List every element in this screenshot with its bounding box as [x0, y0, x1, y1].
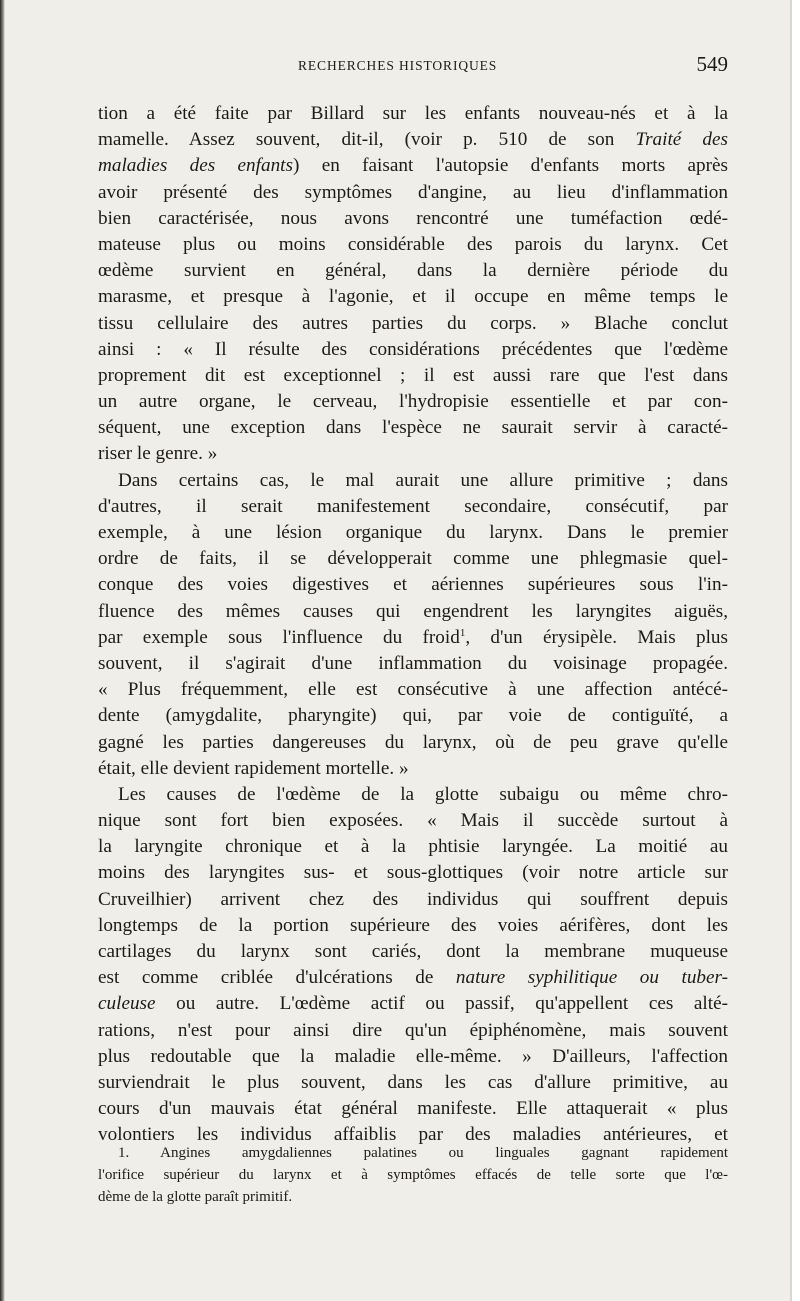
text-line: conque des voies digestives et aériennes supérieures sous l'in- — [98, 574, 728, 596]
text-line: d'autres, il serait manifestement secondaire, consécutif, par — [98, 495, 728, 517]
running-head — [98, 52, 728, 76]
text-line: rations, n'est pour ainsi dire qu'un épiphénomène, mais souvent — [98, 1019, 728, 1041]
text-line: fluence des mêmes causes qui engendrent les laryngites aiguës, — [98, 600, 728, 622]
text-line: proprement dit est exceptionnel ; il est aussi rare que l'est dans — [98, 364, 728, 386]
text-line: cartilages du larynx sont cariés, dont la membrane muqueuse — [98, 941, 728, 962]
text-line: un autre organe, le cerveau, l'hydropisie essentielle et par con- — [98, 391, 728, 413]
page-number: 549 — [696, 52, 728, 76]
book-title-italic: Traité des — [635, 129, 728, 151]
text-line: riser le genre. » — [98, 443, 218, 465]
text-line: bien caractérisée, nous avons rencontré une tuméfaction œdé- — [98, 207, 728, 229]
text-line: marasme, et presque à l'agonie, et il occupe en même temps le — [98, 286, 728, 308]
text-line: par exemple sous l'influence du froid$^1$, d'un érysipèle. Mais plus — [98, 626, 728, 648]
text-line: mamelle. Assez souvent, dit-il, (voir p. 510 de son Traité des — [98, 129, 728, 151]
book-title-italic: maladies des enfants — [98, 155, 293, 177]
body-text — [98, 101, 728, 1149]
text-line: culeuse ou autre. L'œdème actif ou passif, qu'appellent ces alté- — [98, 993, 728, 1015]
page-gutter — [0, 0, 5, 1301]
text-line: Cruveilhier) arrivent chez des individus qui souffrent depuis — [98, 888, 728, 910]
paragraph-start: Dans certains cas, le mal aurait une allure primitive ; dans — [118, 469, 728, 491]
text-line: ainsi : « Il résulte des considérations précédentes que l'œdème — [98, 338, 728, 360]
text-line: tion a été faite par Billard sur les enfants nouveau-nés et à la — [98, 103, 728, 124]
text-line: surviendrait le plus souvent, dans les cas d'allure primitive, au — [98, 1071, 728, 1093]
text-line: gagné les parties dangereuses du larynx, où de peu grave qu'elle — [98, 731, 728, 753]
text-line: cours d'un mauvais état général manifeste. Elle attaquerait « plus — [98, 1098, 728, 1120]
footnote — [98, 1142, 728, 1208]
text-line: avoir présenté des symptômes d'angine, au lieu d'inflammation — [98, 181, 728, 203]
footnote-line: 1. Angines amygdaliennes palatines ou linguales gagnant rapidement — [118, 1145, 728, 1161]
text-line: « Plus fréquemment, elle est consécutive à une affection antécé- — [98, 679, 728, 701]
text-line: exemple, à une lésion organique du larynx. Dans le premier — [98, 522, 728, 543]
text-line: séquent, une exception dans l'espèce ne saurait servir à caracté- — [98, 417, 728, 439]
text-line: était, elle devient rapidement mortelle. » — [98, 757, 409, 779]
text-line: dente (amygdalite, pharyngite) qui, par voie de contiguïté, a — [98, 705, 728, 727]
text-line: la laryngite chronique et à la phtisie laryngée. La moitié au — [98, 836, 728, 858]
text-line: mateuse plus ou moins considérable des parois du larynx. Cet — [98, 233, 728, 255]
text-line: plus redoutable que la maladie elle-même. » D'ailleurs, l'affection — [98, 1045, 728, 1067]
text-line: moins des laryngites sus- et sous-glottiques (voir notre article sur — [98, 862, 728, 884]
text-line: maladies des enfants) en faisant l'autopsie d'enfants morts après — [98, 155, 728, 177]
paragraph-start: Les causes de l'œdème de la glotte subaigu ou même chro- — [118, 783, 728, 805]
running-head-title: RECHERCHES HISTORIQUES — [298, 58, 498, 73]
footnote-line: l'orifice supérieur du larynx et à symptômes effacés de telle sorte que l'œ- — [98, 1167, 728, 1183]
text-line: œdème survient en général, dans la dernière période du — [98, 260, 728, 282]
footnote-line: dème de la glotte paraît primitif. — [98, 1189, 293, 1205]
text-line: est comme criblée d'ulcérations de nature syphilitique ou tuber- — [98, 967, 728, 989]
text-line: volontiers les individus affaiblis par des maladies antérieures, et — [98, 1124, 728, 1146]
text-line: tissu cellulaire des autres parties du corps. » Blache conclut — [98, 312, 728, 334]
emphasis-italic: nature syphilitique ou tuber- — [455, 967, 728, 989]
text-line: ordre de faits, il se développerait comme une phlegmasie quel- — [98, 548, 728, 570]
text-line: nique sont fort bien exposées. « Mais il succède surtout à — [98, 810, 728, 832]
text-line: souvent, il s'agirait d'une inflammation du voisinage propagée. — [98, 652, 728, 674]
text-line: longtemps de la portion supérieure des voies aérifères, dont les — [98, 914, 728, 936]
emphasis-italic: culeuse — [98, 993, 156, 1015]
footnote-marker: 1 — [459, 626, 466, 639]
